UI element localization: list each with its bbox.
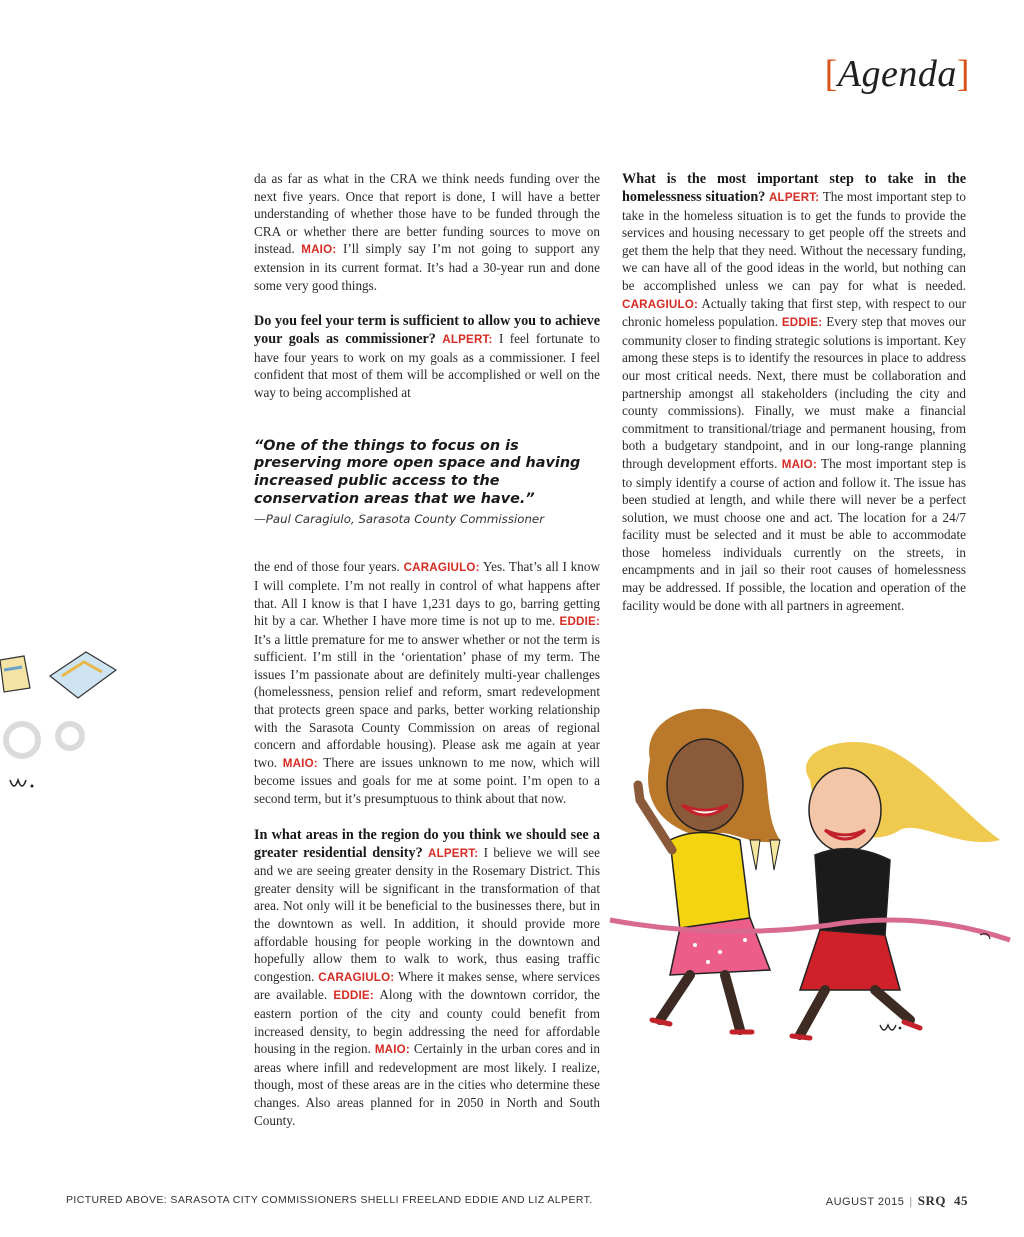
left-column — [254, 170, 600, 1129]
speaker-label: EDDIE: — [781, 316, 823, 330]
margin-sketch-illustration — [0, 640, 130, 810]
folio — [826, 1193, 968, 1209]
answer-text: the end of those four years. — [254, 559, 400, 575]
answer-text: I believe we will see and we are seeing greater density in the Rosemary District. This greater density will be significant in the transformation of that area. Not only will it be beneficial to the businesses there, but in the downtown as well. In addition, it should provide more affordable housing for people working in the downtown and hopefully allow them to walk to work, thus easing traffic congestion. — [254, 844, 601, 984]
speaker-label: CARAGIULO: — [318, 970, 395, 984]
section-label: Agenda — [837, 53, 957, 95]
right-column — [622, 170, 966, 614]
speaker-label: MAIO: — [781, 457, 817, 471]
paragraph — [254, 558, 600, 807]
magazine-name: SRQ — [917, 1193, 946, 1208]
issue-date: AUGUST 2015 — [825, 1196, 905, 1208]
speaker-label: MAIO: — [374, 1043, 410, 1057]
answer-text: Actually taking that first step, with respect to our chronic homeless population. — [622, 295, 966, 330]
answer-text: The most important step to take in the homeless situation is to get the funds to provide the services and housing necessary to get people off the streets and get them the help that they need. Without the necessary funding, we can have all of the good ideas in the world, but nothing can be accomplished unless we can pay for what is needed. — [622, 189, 966, 293]
question-heading: In what areas in the region do you think we should see a greater residential density? — [254, 826, 600, 861]
answer-text: Along with the downtown corridor, the eastern portion of the city and county could benefit from increased density, to begin addressing the need for affordable housing in the region. — [254, 987, 600, 1057]
speaker-label: CARAGIULO: — [622, 297, 699, 311]
speaker-label: MAIO: — [301, 243, 337, 257]
close-bracket: ] — [956, 53, 970, 95]
answer-text: da as far as what in the CRA we think needs funding over the next five years. Once that report is done, I will have a better understanding of whether those have to be funded through the CRA or whether there are better funding sources to move on instead. — [254, 171, 600, 257]
speaker-label: ALPERT: — [428, 846, 479, 860]
answer-text: Every step that moves our community closer to finding strategic solutions is important. Key among these steps is to identify the resources in place to address our most critical needs. Next, there must be collaboration and partnership amongst all stakeholders (including the city and county commissions). Finally, we must make a financial commitment to transitional/triage and permanent housing, from both a budgetary standpoint, and in our long-range planning through development efforts. — [622, 314, 967, 471]
caricature-illustration — [600, 690, 1020, 1050]
speaker-label: ALPERT: — [768, 191, 820, 204]
question-block — [254, 826, 600, 1130]
question-heading: What is the most important step to take in the homelessness situation? — [622, 171, 966, 205]
answer-text: I’ll simply say I’m not going to support any extension in its current format. It’s had a 30-year run and done some very good things. — [254, 241, 601, 293]
question-block — [622, 170, 966, 614]
photo-caption: PICTURED ABOVE: SARASOTA CITY COMMISSIONERS SHELLI FREELAND EDDIE AND LIZ ALPERT. — [66, 1194, 593, 1206]
answer-text: Where it makes sense, where services are available. — [254, 968, 600, 1003]
question-block — [254, 312, 600, 401]
pull-quote-attribution: —Paul Caragiulo, Sarasota County Commissioner — [254, 511, 545, 526]
pull-quote-text: “One of the things to focus on is preserving more open space and having increased public access to the conservation areas that we have.” — [254, 437, 581, 507]
question-heading: Do you feel your term is sufficient to allow you to achieve your goals as commissioner? — [254, 313, 600, 348]
speaker-label: CARAGIULO: — [403, 561, 480, 575]
answer-text: Certainly in the urban cores and in areas where infill and redevelopment are most likely. I realize, though, most of these areas are in the cities who determine these changes. Also areas planned for in 2050 in North and South County. — [254, 1041, 600, 1128]
section-header — [825, 52, 970, 96]
answer-text: Yes. That’s all I know I will complete. I’m not really in control of what happens after that. All I know is that I have 1,231 days to go, barring getting hit by a car. Whether I have more time is not up to me. — [254, 559, 600, 629]
speaker-label: EDDIE: — [333, 989, 374, 1003]
speaker-label: ALPERT: — [442, 333, 493, 347]
answer-text: I feel fortunate to have four years to work on my goals as a commissioner. I feel confident that most of them will be accomplished or well on the way to being accomplished at — [254, 331, 601, 400]
speaker-label: EDDIE: — [559, 615, 601, 629]
open-bracket: [ — [824, 53, 838, 95]
pull-quote — [254, 438, 600, 529]
answer-text: It’s a little premature for me to answer whether or not the term is sufficient. I’m still in the ‘orientation’ phase of my term. The issues I’m passionate about are definitely multi-year challenges (homelessness, pension relief and reform, smart redevelopment that protects green space and parks, better working relationship with the Sarasota County Commission on areas of regional concern and affordable housing). Please ask me again at year two. — [254, 631, 600, 770]
answer-text: The most important step is to simply identify a course of action and follow it. The issue has been studied at length, and while there will never be a perfect solution, we must choose one and act. The location for a 24/7 facility must be selected and it must be able to accommodate those homeless individuals currently on the streets, in encampments and in jail so their root causes of homelessness may be addressed. If possible, the location and operation of the facility would be done with all partners in agreement. — [622, 455, 966, 613]
folio-separator: | — [909, 1196, 913, 1208]
page-number: 45 — [954, 1193, 968, 1208]
answer-text: There are issues unknown to me now, which will become issues and goals for me at some point. I’m open to a second term, but it’s presumptuous to think about that now. — [254, 754, 601, 807]
paragraph — [254, 170, 600, 294]
speaker-label: MAIO: — [282, 756, 318, 770]
